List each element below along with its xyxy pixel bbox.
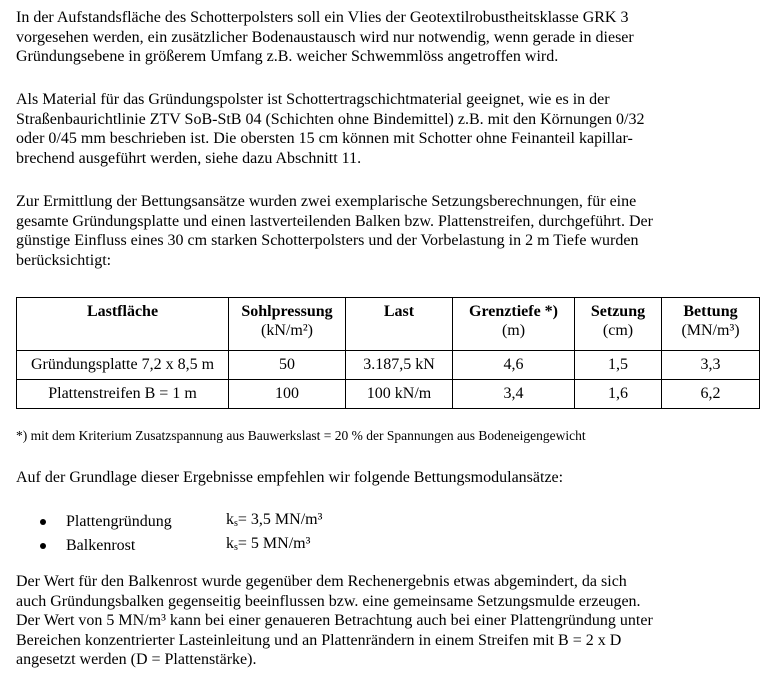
text-line: Gründungsebene in größerem Umfang z.B. weicher Schwemmlöss angetroffen wird. — [16, 48, 559, 65]
table-cell: 3,3 — [662, 351, 760, 380]
bullet-icon — [40, 543, 46, 549]
table-cell: 1,6 — [575, 380, 662, 409]
table-row — [17, 351, 760, 380]
header-cell: Last — [346, 298, 453, 351]
bullet-label: Balkenrost — [66, 537, 136, 554]
table-cell: 6,2 — [662, 380, 760, 409]
paragraph-conclusion — [16, 572, 761, 670]
table-cell: 1,5 — [575, 351, 662, 380]
table-cell: 100 — [229, 380, 346, 409]
text-line: Der Wert von 5 MN/m³ kann bei einer genaueren Betrachtung auch bei einer Plattengründung unter — [16, 612, 653, 629]
text-line: günstige Einfluss eines 30 cm starken Schotterpolsters und der Vorbelastung in 2 m Tiefe wurden — [16, 232, 639, 249]
text-line: Straßenbaurichtlinie ZTV SoB-StB 04 (Schichten ohne Bindemittel) z.B. mit den Körnungen 0/32 — [16, 110, 645, 128]
table-cell: 100 kN/m — [346, 380, 453, 409]
table-cell: Gründungsplatte 7,2 x 8,5 m — [17, 351, 229, 380]
bullet-value: $k_s= 5$ MN/m³ — [226, 535, 311, 553]
bullet-value: $k_s= 3,5$ MN/m³ — [226, 511, 323, 529]
bullet-icon — [40, 519, 46, 525]
text-line: Der Wert für den Balkenrost wurde gegenüber dem Rechenergebnis etwas abgemindert, da sich — [16, 573, 627, 590]
paragraph-geotextile — [16, 8, 761, 67]
bullet-label: Plattengründung — [66, 513, 172, 530]
text-line: vorgesehen werden, ein zusätzlicher Bodenaustausch wird nur notwendig, wenn gerade in dieser — [16, 28, 634, 46]
text-line: Bereichen konzentrierter Lasteinleitung und an Plattenrändern in einem Streifen mit B = 2 x D — [16, 631, 622, 649]
text-line: In der Aufstandsfläche des Schotterpolsters soll ein Vlies der Geotextilrobustheitsklasse GRK 3 — [16, 9, 629, 26]
list-item — [40, 510, 322, 534]
table-cell: Plattenstreifen B = 1 m — [17, 380, 229, 409]
header-cell: Setzung (cm) — [575, 298, 662, 351]
text-line: berücksichtigt: — [16, 251, 112, 269]
table-cell: 3,4 — [453, 380, 575, 409]
results-table — [16, 297, 760, 409]
table-row — [17, 380, 760, 409]
list-item — [40, 534, 322, 558]
text-line: auch Gründungsbalken gegenseitig beeinflussen bzw. eine gemeinsame Setzungsmulde erzeugen. — [16, 592, 641, 610]
table-cell: 50 — [229, 351, 346, 380]
paragraph-recommendation: Auf der Grundlage dieser Ergebnisse empfehlen wir folgende Bettungsmodulansätze: — [16, 469, 564, 486]
text-line: Zur Ermittlung der Bettungsansätze wurden zwei exemplarische Setzungsberechnungen, für eine — [16, 193, 637, 210]
text-line: angesetzt werden (D = Plattenstärke). — [16, 651, 257, 668]
text-line: Als Material für das Gründungspolster ist Schottertragschichtmaterial geeignet, wie es in der — [16, 91, 610, 108]
table-cell: 4,6 — [453, 351, 575, 380]
header-cell: Lastfläche — [17, 298, 229, 351]
text-line: gesamte Gründungsplatte und einen lastverteilenden Balken bzw. Plattenstreifen, durchgeführt. Der — [16, 212, 653, 230]
table-cell: 3.187,5 kN — [346, 351, 453, 380]
table-footnote: *) mit dem Kriterium Zusatzspannung aus Bauwerkslast = 20 % der Spannungen aus Bodeneigengewicht — [16, 428, 586, 443]
bullet-list — [40, 510, 322, 558]
text-line: oder 0/45 mm beschrieben ist. Die obersten 15 cm können mit Schotter ohne Feinanteil kapillar- — [16, 130, 633, 147]
paragraph-material — [16, 90, 761, 168]
header-cell: Sohlpressung (kN/m²) — [229, 298, 346, 351]
header-cell: Grenztiefe *) (m) — [453, 298, 575, 351]
table-header-row — [17, 298, 760, 351]
header-cell: Bettung (MN/m³) — [662, 298, 760, 351]
text-line: brechend ausgeführt werden, siehe dazu Abschnitt 11. — [16, 149, 362, 167]
paragraph-calculation — [16, 192, 761, 270]
